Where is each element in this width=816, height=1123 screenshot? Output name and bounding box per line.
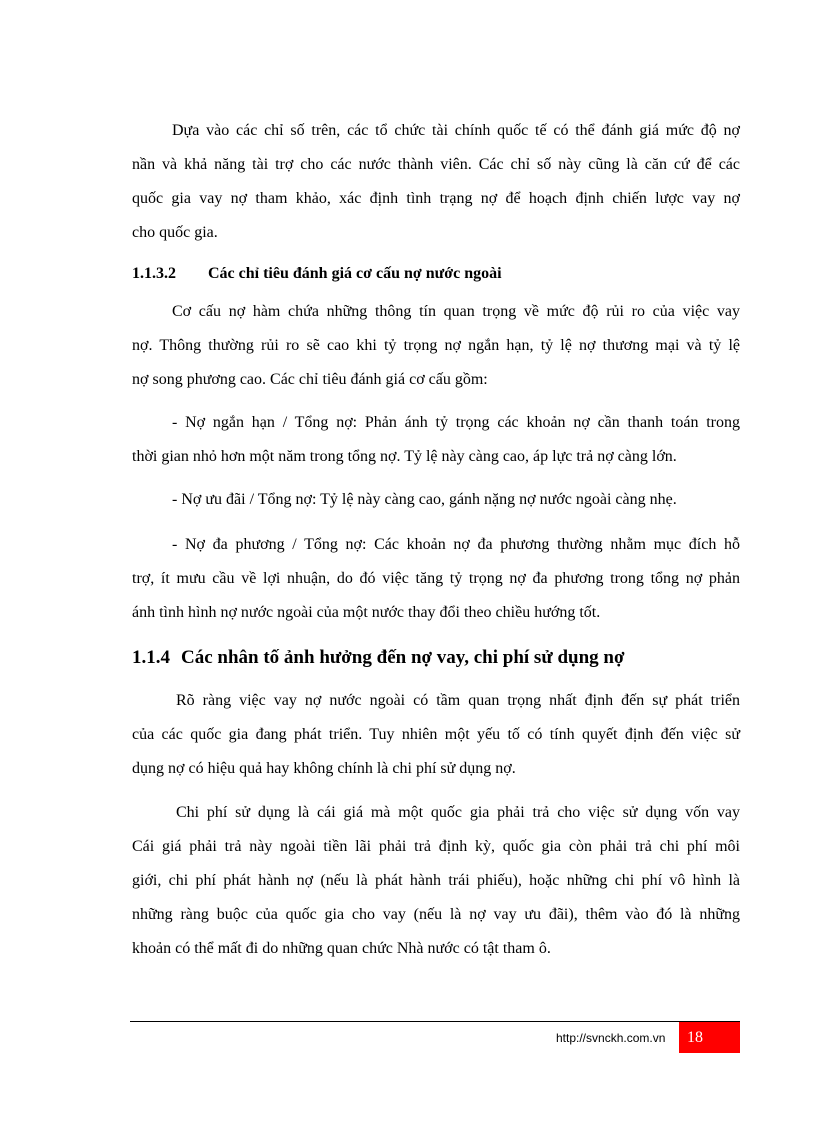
section-number-1-1-4: 1.1.4: [132, 647, 170, 668]
footer-rule: [130, 1021, 740, 1022]
bullet-1-line-1: - Nợ ngắn hạn / Tổng nợ: Phản ánh tỷ trọng các khoản nợ cần thanh toán trong: [172, 414, 740, 431]
paragraph-4-line-1: Chi phí sử dụng là cái giá mà một quốc gia phải trả cho việc sử dụng vốn vay: [176, 804, 740, 821]
paragraph-1-line-4: cho quốc gia.: [132, 224, 218, 241]
section-number-1-1-3-2: 1.1.3.2: [132, 265, 176, 282]
paragraph-3-line-2: của các quốc gia đang phát triển. Tuy nhiên một yếu tố có tính quyết định đến việc sử: [132, 726, 740, 743]
footer-url: http://svnckh.com.vn: [556, 1031, 666, 1045]
page-number-box: [679, 1022, 740, 1053]
paragraph-4-line-2: Cái giá phải trả này ngoài tiền lãi phải trả định kỳ, quốc gia còn phải trả chi phí môi: [132, 838, 740, 855]
page-number: 18: [687, 1029, 703, 1046]
bullet-3-line-3: ánh tình hình nợ nước ngoài của một nước thay đổi theo chiều hướng tốt.: [132, 604, 601, 621]
paragraph-1-line-1: Dựa vào các chỉ số trên, các tổ chức tài chính quốc tế có thể đánh giá mức độ nợ: [172, 122, 740, 139]
paragraph-1-line-2: nần và khả năng tài trợ cho các nước thành viên. Các chỉ số này cũng là căn cứ để các: [132, 156, 740, 173]
bullet-3-line-2: trợ, ít mưu cầu về lợi nhuận, do đó việc tăng tỷ trọng nợ đa phương trong tổng nợ phản: [132, 570, 740, 587]
paragraph-2-line-2: nợ. Thông thường rủi ro sẽ cao khi tỷ trọng nợ ngắn hạn, tỷ lệ nợ thương mại và tỷ lệ: [132, 337, 740, 354]
paragraph-3-line-3: dụng nợ có hiệu quả hay không chính là chi phí sử dụng nợ.: [132, 760, 516, 777]
paragraph-4-line-3: giới, chi phí phát hành nợ (nếu là phát hành trái phiếu), hoặc những chi phí vô hình là: [132, 872, 740, 889]
paragraph-2-line-1: Cơ cấu nợ hàm chứa những thông tín quan trọng về mức độ rủi ro của việc vay: [172, 303, 740, 320]
paragraph-3-line-1: Rõ ràng việc vay nợ nước ngoài có tầm quan trọng nhất định đến sự phát triển: [176, 692, 740, 709]
bullet-3-line-1: - Nợ đa phương / Tổng nợ: Các khoản nợ đa phương thường nhằm mục đích hỗ: [172, 536, 740, 553]
bullet-2-line-1: - Nợ ưu đãi / Tổng nợ: Tỷ lệ này càng cao, gánh nặng nợ nước ngoài càng nhẹ.: [172, 491, 677, 508]
paragraph-4-line-4: những ràng buộc của quốc gia cho vay (nếu là nợ vay ưu đãi), thêm vào đó là những: [132, 906, 740, 923]
section-title-1-1-4: Các nhân tố ảnh hưởng đến nợ vay, chi phí sử dụng nợ: [181, 647, 625, 668]
paragraph-2-line-3: nợ song phương cao. Các chỉ tiêu đánh giá cơ cấu gồm:: [132, 371, 488, 388]
bullet-1-line-2: thời gian nhỏ hơn một năm trong tổng nợ. Tỷ lệ này càng cao, áp lực trả nợ càng lớn.: [132, 448, 677, 465]
paragraph-4-line-5: khoản có thể mất đi do những quan chức Nhà nước có tật tham ô.: [132, 940, 551, 957]
section-title-1-1-3-2: Các chỉ tiêu đánh giá cơ cấu nợ nước ngoài: [208, 265, 502, 282]
paragraph-1-line-3: quốc gia vay nợ tham khảo, xác định tình trạng nợ để hoạch định chiến lược vay nợ: [132, 190, 740, 207]
